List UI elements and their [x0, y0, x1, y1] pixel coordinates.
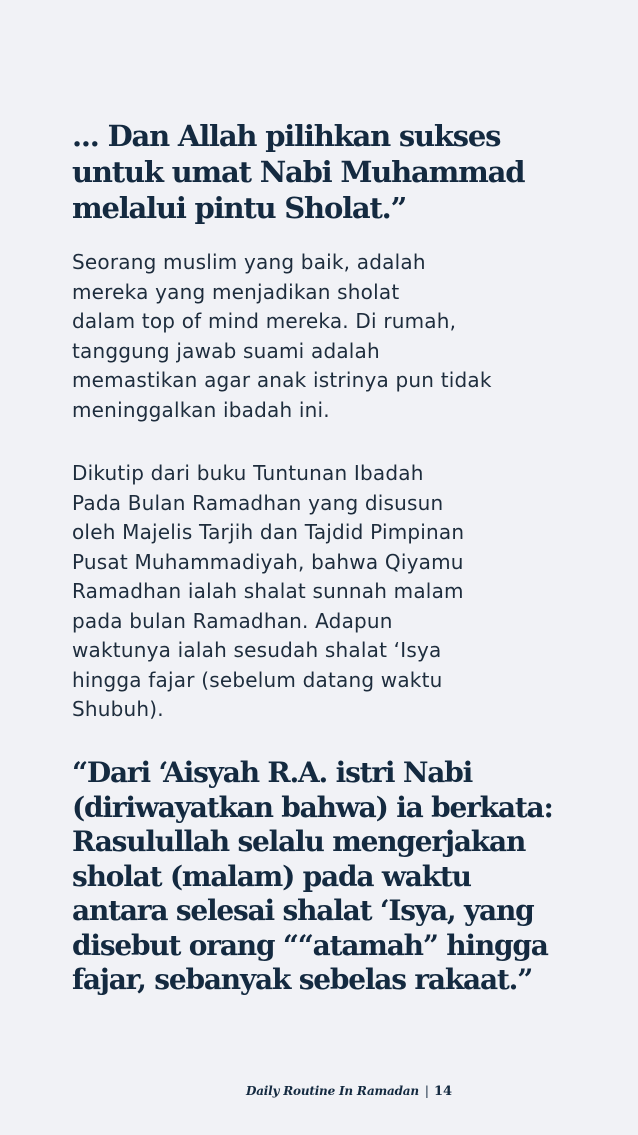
paragraph-line: memastikan agar anak istrinya pun tidak	[72, 368, 492, 392]
body-paragraph-2	[72, 459, 592, 725]
paragraph-line: dalam top of mind mereka. Di rumah,	[72, 309, 457, 333]
paragraph-line: oleh Majelis Tarjih dan Tajdid Pimpinan	[72, 520, 465, 544]
quote-line: fajar, sebanyak sebelas rakaat.”	[72, 963, 533, 996]
paragraph-line: waktunya ialah sesudah shalat ‘Isya	[72, 638, 442, 662]
page-footer	[246, 1084, 452, 1099]
page-number: 14	[433, 1084, 453, 1099]
quote-line: (diriwayatkan bahwa) ia berkata:	[72, 790, 553, 824]
quote-line: sholat (malam) pada waktu	[72, 859, 471, 893]
quote-line: antara selesai shalat ‘Isya, yang	[72, 894, 534, 927]
body-paragraph-1	[72, 248, 592, 425]
paragraph-line: Dikutip dari buku Tuntunan Ibadah	[72, 461, 424, 485]
paragraph-line: hingga fajar (sebelum datang waktu	[72, 667, 443, 692]
paragraph-line: Pada Bulan Ramadhan yang disusun	[72, 490, 444, 515]
paragraph-line: Seorang muslim yang baik, adalah	[72, 250, 426, 274]
heading-line: melalui pintu Sholat.”	[72, 191, 407, 225]
footer-title: Daily Routine In Ramadan	[246, 1084, 419, 1098]
paragraph-line: mereka yang menjadikan sholat	[72, 279, 400, 304]
paragraph-line: pada bulan Ramadhan. Adapun	[72, 608, 393, 633]
section-heading	[72, 118, 592, 226]
hadith-quote	[72, 756, 602, 998]
footer-separator: |	[424, 1084, 429, 1098]
paragraph-line: meninggalkan ibadah ini.	[72, 397, 330, 422]
paragraph-line: tanggung jawab suami adalah	[72, 338, 380, 363]
quote-line: Rasulullah selalu mengerjakan	[72, 825, 526, 858]
heading-line: ... Dan Allah pilihkan sukses	[72, 119, 501, 153]
quote-line: “Dari ‘Aisyah R.A. istri Nabi	[72, 756, 473, 789]
heading-line: untuk umat Nabi Muhammad	[72, 155, 525, 189]
paragraph-line: Ramadhan ialah shalat sunnah malam	[72, 579, 464, 603]
paragraph-line: Pusat Muhammadiyah, bahwa Qiyamu	[72, 549, 464, 574]
paragraph-line: Shubuh).	[72, 697, 164, 721]
quote-line: disebut orang ““atamah” hingga	[72, 928, 548, 962]
